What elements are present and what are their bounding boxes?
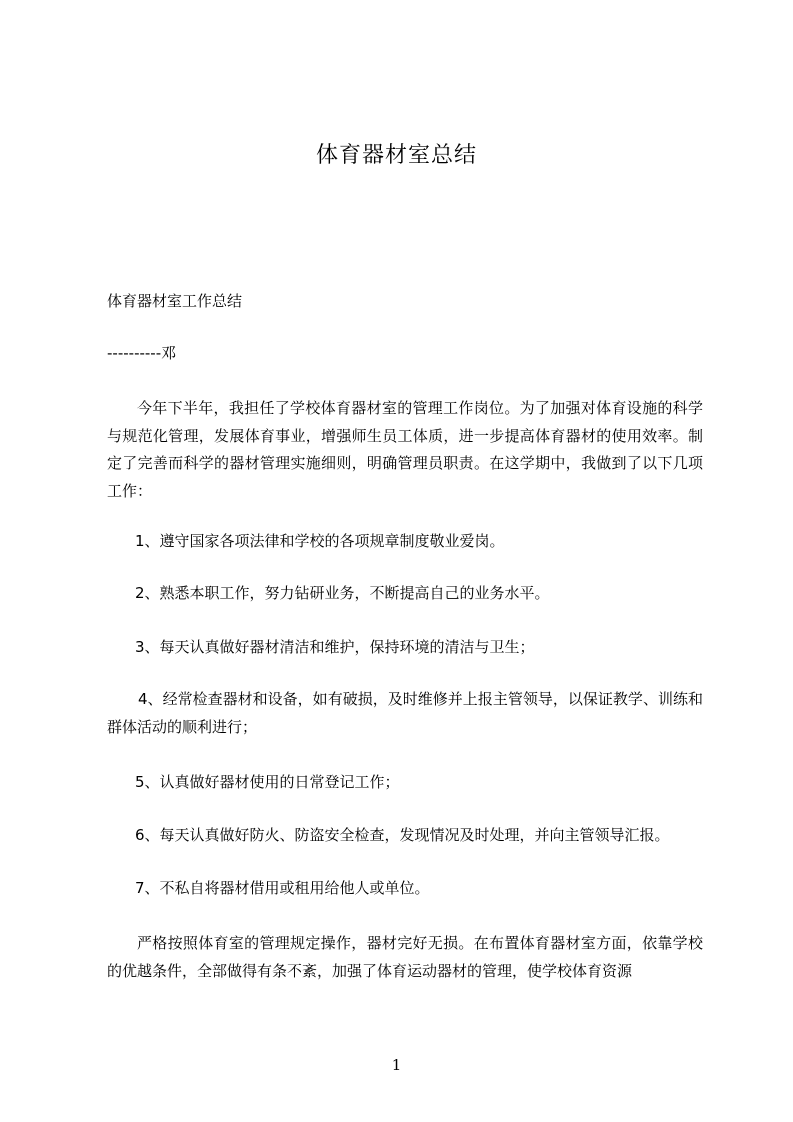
list-item: 2、熟悉本职工作，努力钻研业务，不断提高自己的业务水平。	[135, 584, 550, 602]
closing-paragraph: 严格按照体育室的管理规定操作，器材完好无损。在布置体育器材室方面，依靠学校的优越条件，全部做得有条不紊，加强了体育运动器材的管理，使学校体育资源	[107, 934, 703, 980]
list-item: 4、经常检查器材和设备，如有破损，及时维修并上报主管领导，以保证教学、训练和群体活动的顺利进行；	[107, 690, 703, 736]
intro-paragraph: 今年下半年，我担任了学校体育器材室的管理工作岗位。为了加强对体育设施的科学与规范化管理，发展体育事业，增强师生员工体质，进一步提高体育器材的使用效率。制定了完善而科学的器材管理实施细则，明确管理员职责。在这学期中，我做到了以下几项工作：	[107, 399, 703, 500]
document-title: 体育器材室总结	[315, 143, 477, 168]
list-item: 5、认真做好器材使用的日常登记工作；	[135, 773, 400, 791]
list-item: 7、不私自将器材借用或租用给他人或单位。	[135, 879, 430, 897]
author-line: ----------邓	[107, 344, 177, 362]
document-subtitle: 体育器材室工作总结	[107, 292, 243, 310]
list-item: 6、每天认真做好防火、防盗安全检查，发现情况及时处理，并向主管领导汇报。	[135, 826, 670, 844]
page-number: 1	[391, 1056, 402, 1074]
list-item: 3、每天认真做好器材清洁和维护，保持环境的清洁与卫生；	[135, 638, 535, 656]
list-item: 1、遵守国家各项法律和学校的各项规章制度敬业爱岗。	[135, 532, 505, 550]
